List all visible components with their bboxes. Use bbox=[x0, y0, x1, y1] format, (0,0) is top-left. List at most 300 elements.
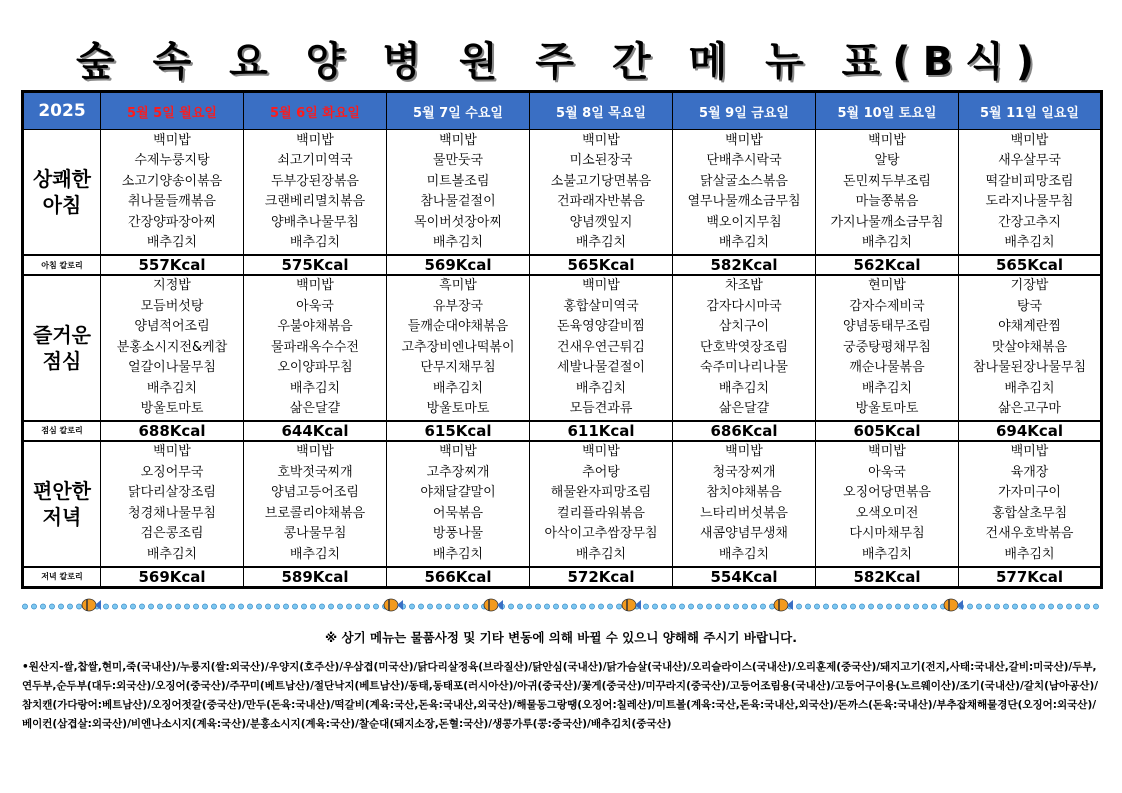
menu-item: 느타리버섯볶음 bbox=[700, 505, 788, 521]
calorie-value: 569Kcal bbox=[101, 567, 244, 588]
menu-item: 방풍나물 bbox=[432, 526, 484, 541]
day-header: 5월 7일 수요일 bbox=[387, 92, 530, 130]
menu-item: 홍합살초무침 bbox=[991, 505, 1068, 521]
menu-item: 양념적어조림 bbox=[134, 319, 210, 334]
calorie-label: 아침 칼로리 bbox=[23, 255, 101, 275]
menu-item: 취나물들깨볶음 bbox=[128, 194, 216, 209]
bubble-dot bbox=[337, 604, 342, 609]
menu-item: 참나물겉절이 bbox=[420, 194, 496, 209]
menu-item: 건새우연근튀김 bbox=[557, 339, 645, 355]
menu-item: 새콤양념무생채 bbox=[700, 526, 788, 541]
menu-item: 건파래자반볶음 bbox=[557, 194, 645, 209]
bubble-dot bbox=[877, 604, 882, 609]
menu-cell bbox=[816, 130, 959, 256]
menu-item: 배추김치 bbox=[861, 546, 913, 562]
bubble-dot bbox=[976, 604, 981, 609]
menu-item: 모듬버섯탕 bbox=[140, 298, 204, 314]
calorie-value: 688Kcal bbox=[101, 421, 244, 441]
menu-item: 삼치구이 bbox=[718, 319, 770, 334]
menu-item: 가자미구이 bbox=[998, 485, 1061, 500]
menu-cell bbox=[673, 130, 816, 256]
calorie-row bbox=[23, 567, 1102, 588]
bubble-dot bbox=[850, 604, 855, 609]
bubble-dot bbox=[1048, 604, 1053, 609]
menu-cell bbox=[244, 130, 387, 256]
menu-cell bbox=[101, 275, 244, 421]
menu-item: 간장양파장아찌 bbox=[128, 214, 216, 230]
calorie-value: 577Kcal bbox=[959, 567, 1102, 588]
menu-item: 백미밥 bbox=[296, 132, 334, 148]
menu-item: 방울토마토 bbox=[426, 401, 490, 416]
bubble-dot bbox=[220, 604, 225, 609]
bubble-dot bbox=[319, 604, 324, 609]
day-header: 5월 9일 금요일 bbox=[673, 92, 816, 130]
menu-item: 모듬견과류 bbox=[569, 401, 633, 416]
calorie-value: 694Kcal bbox=[959, 421, 1102, 441]
menu-item: 삶은달걀 bbox=[289, 401, 341, 416]
bubble-dot bbox=[967, 604, 972, 609]
menu-cell bbox=[959, 441, 1102, 567]
menu-item: 우불야채볶음 bbox=[277, 319, 353, 334]
bubble-dot bbox=[436, 604, 441, 609]
bubble-dot bbox=[31, 604, 36, 609]
meal-name-line: 편안한 bbox=[33, 478, 91, 503]
meal-row bbox=[23, 441, 1102, 567]
year-cell: 2025 bbox=[23, 92, 101, 130]
menu-item: 백미밥 bbox=[153, 444, 191, 459]
bubble-dot bbox=[535, 604, 540, 609]
menu-item: 컬리플라워볶음 bbox=[557, 505, 645, 521]
bubble-dot bbox=[805, 604, 810, 609]
menu-item: 물만둣국 bbox=[432, 153, 484, 168]
menu-item: 배추김치 bbox=[1004, 380, 1055, 396]
menu-item: 백미밥 bbox=[296, 278, 334, 293]
menu-item: 호박젓국찌개 bbox=[277, 464, 353, 480]
menu-item: 도라지나물무침 bbox=[985, 194, 1074, 209]
menu-item: 소불고기당면볶음 bbox=[550, 173, 652, 189]
bubble-dot bbox=[193, 604, 198, 609]
bubble-dot bbox=[544, 604, 549, 609]
fish-icon bbox=[82, 599, 101, 611]
menu-item: 방울토마토 bbox=[140, 401, 204, 416]
bubble-dot bbox=[256, 604, 261, 609]
bubble-dot bbox=[841, 604, 846, 609]
menu-item: 지정밥 bbox=[153, 278, 191, 293]
menu-item: 건새우호박볶음 bbox=[985, 526, 1074, 541]
menu-cell bbox=[816, 275, 959, 421]
menu-item: 단무지채무침 bbox=[420, 360, 496, 375]
menu-item: 단호박엿장조림 bbox=[700, 339, 788, 355]
menu-item: 미트볼조림 bbox=[426, 173, 490, 189]
bubble-dot bbox=[40, 604, 45, 609]
menu-item: 백미밥 bbox=[725, 444, 763, 459]
bubble-dot bbox=[904, 604, 909, 609]
bubble-dot bbox=[184, 604, 189, 609]
menu-item: 백미밥 bbox=[296, 444, 334, 459]
menu-item: 삶은달걀 bbox=[718, 401, 770, 416]
bubble-dot bbox=[742, 604, 747, 609]
menu-item: 차조밥 bbox=[725, 278, 763, 293]
menu-item: 오이양파무침 bbox=[277, 360, 353, 375]
menu-item: 검은콩조림 bbox=[140, 526, 204, 541]
bubble-dot bbox=[472, 604, 477, 609]
menu-item: 배추김치 bbox=[146, 235, 198, 250]
menu-item: 닭다리살장조림 bbox=[128, 485, 216, 500]
menu-item: 백미밥 bbox=[439, 132, 477, 148]
menu-item: 백미밥 bbox=[582, 132, 620, 148]
bubble-dot bbox=[1030, 604, 1035, 609]
bubble-dot bbox=[598, 604, 603, 609]
bubble-dot bbox=[760, 604, 765, 609]
menu-item: 쇠고기미역국 bbox=[277, 153, 353, 168]
menu-item: 마늘쫑볶음 bbox=[855, 194, 919, 209]
meal-name bbox=[23, 275, 101, 421]
menu-item: 브로콜리야채볶음 bbox=[264, 505, 366, 521]
bubble-dot bbox=[283, 604, 288, 609]
bubble-dot bbox=[670, 604, 675, 609]
bubble-dot bbox=[1057, 604, 1062, 609]
bubble-dot bbox=[454, 604, 459, 609]
bubble-dot bbox=[49, 604, 54, 609]
bubble-dot bbox=[724, 604, 729, 609]
bubble-dot bbox=[922, 604, 927, 609]
menu-item: 다시마채무침 bbox=[849, 526, 925, 541]
bubble-dot bbox=[103, 604, 108, 609]
menu-cell bbox=[530, 130, 673, 256]
menu-item: 배추김치 bbox=[1004, 235, 1055, 250]
menu-item: 양념고등어조림 bbox=[271, 485, 359, 500]
menu-item: 오징어당면볶음 bbox=[843, 485, 931, 500]
meal-name-line: 저녁 bbox=[42, 504, 82, 529]
bubble-dot bbox=[148, 604, 153, 609]
bubble-dot bbox=[517, 604, 522, 609]
menu-item: 수제누룽지탕 bbox=[134, 153, 210, 168]
menu-item: 맛살야채볶음 bbox=[991, 339, 1068, 355]
menu-item: 단배추시락국 bbox=[706, 153, 782, 168]
menu-item: 방울토마토 bbox=[855, 401, 919, 416]
menu-item: 양념동태무조림 bbox=[843, 319, 931, 334]
menu-item: 열무나물깨소금무침 bbox=[687, 194, 801, 209]
bubble-dot bbox=[580, 604, 585, 609]
menu-item: 홍합살미역국 bbox=[563, 298, 639, 314]
fish-icon bbox=[384, 599, 403, 611]
menu-cell bbox=[387, 441, 530, 567]
menu-item: 참나물된장나물무침 bbox=[972, 360, 1087, 375]
bubble-dot bbox=[1066, 604, 1071, 609]
menu-item: 두부강된장볶음 bbox=[271, 173, 359, 189]
menu-cell bbox=[244, 441, 387, 567]
menu-item: 감자수제비국 bbox=[849, 298, 925, 314]
bubble-dot bbox=[292, 604, 297, 609]
fish-icon bbox=[622, 599, 641, 611]
meal-name-line: 상쾌한 bbox=[33, 167, 91, 191]
menu-item: 배추김치 bbox=[575, 380, 627, 396]
bubble-dot bbox=[22, 604, 27, 609]
bubble-dot bbox=[121, 604, 126, 609]
menu-item: 야채달걀말이 bbox=[420, 485, 496, 500]
bubble-dot bbox=[886, 604, 891, 609]
calorie-value: 557Kcal bbox=[101, 255, 244, 275]
menu-item: 소고기양송이볶음 bbox=[121, 173, 223, 189]
menu-item: 기장밥 bbox=[1010, 278, 1049, 293]
bubble-dot bbox=[274, 604, 279, 609]
calorie-value: 615Kcal bbox=[387, 421, 530, 441]
calorie-value: 582Kcal bbox=[673, 255, 816, 275]
calorie-label: 저녁 칼로리 bbox=[23, 567, 101, 588]
bubble-dot bbox=[67, 604, 72, 609]
bubble-dot bbox=[265, 604, 270, 609]
menu-item: 미소된장국 bbox=[569, 153, 633, 168]
menu-item: 현미밥 bbox=[868, 278, 906, 293]
bubble-dot bbox=[373, 604, 378, 609]
menu-cell bbox=[816, 441, 959, 567]
menu-item: 고추장찌개 bbox=[426, 464, 490, 480]
menu-item: 콩나물무침 bbox=[283, 526, 347, 541]
menu-item: 아욱국 bbox=[296, 298, 334, 314]
bubble-dot bbox=[310, 604, 315, 609]
bubble-dot bbox=[211, 604, 216, 609]
menu-item: 목이버섯장아찌 bbox=[414, 214, 502, 230]
calorie-value: 569Kcal bbox=[387, 255, 530, 275]
menu-item: 가지나물깨소금무침 bbox=[830, 214, 944, 230]
menu-item: 배추김치 bbox=[146, 546, 198, 562]
menu-item: 배추김치 bbox=[861, 380, 913, 396]
menu-item: 숙주미나리나물 bbox=[700, 360, 788, 375]
menu-item: 양념깻잎지 bbox=[569, 214, 633, 230]
bubble-dot bbox=[58, 604, 63, 609]
menu-item: 간장고추지 bbox=[998, 214, 1061, 230]
menu-cell bbox=[387, 130, 530, 256]
menu-item: 얼갈이나물무침 bbox=[128, 360, 216, 375]
menu-item: 배추김치 bbox=[432, 546, 484, 562]
menu-item: 고추장비엔나떡볶이 bbox=[401, 339, 515, 355]
bubble-dot bbox=[607, 604, 612, 609]
menu-item: 양배추나물무침 bbox=[271, 214, 359, 230]
menu-item: 배추김치 bbox=[1004, 546, 1055, 562]
menu-item: 백미밥 bbox=[725, 132, 763, 148]
calorie-value: 554Kcal bbox=[673, 567, 816, 588]
menu-item: 닭살굴소스볶음 bbox=[700, 173, 788, 189]
menu-item: 들깨순대야채볶음 bbox=[407, 319, 509, 334]
bubble-dot bbox=[175, 604, 180, 609]
bubble-dot bbox=[1003, 604, 1008, 609]
weekly-menu-table bbox=[21, 90, 1103, 589]
calorie-value: 589Kcal bbox=[244, 567, 387, 588]
menu-item: 배추김치 bbox=[861, 235, 913, 250]
menu-item: 육개장 bbox=[1010, 464, 1049, 480]
menu-item: 해물완자피망조림 bbox=[550, 485, 652, 500]
bubble-dot bbox=[652, 604, 657, 609]
menu-item: 새우살무국 bbox=[998, 153, 1061, 168]
bubble-dot bbox=[1021, 604, 1026, 609]
bubble-dot bbox=[157, 604, 162, 609]
calorie-value: 605Kcal bbox=[816, 421, 959, 441]
menu-item: 아욱국 bbox=[868, 464, 906, 480]
menu-item: 백오이지무침 bbox=[706, 214, 782, 230]
calorie-row bbox=[23, 255, 1102, 275]
bubble-dot bbox=[508, 604, 513, 609]
menu-item: 야채계란찜 bbox=[998, 319, 1061, 334]
meal-row bbox=[23, 275, 1102, 421]
bubble-dot bbox=[418, 604, 423, 609]
menu-item: 아삭이고추쌈장무침 bbox=[544, 526, 658, 541]
bubble-dot bbox=[166, 604, 171, 609]
origin-info: •원산지-쌀,찹쌀,현미,죽(국내산)/누룽지(쌀:외국산)/우양지(호주산)/우삼겹(미국산)/닭다리살정육(브라질산)/닭안심(국내산)/닭가슴살(국내산)/오리슬라이스(국내산)/오리훈제(중국산)/돼지고기(전지,사태:국내산,갈비:미국산)/두부,연두부,순두부(대두:외국산)/오징어(중국산)/주꾸미(베트남산)/절단낙지(베트남산)/동태,동태포(러시아산)/아귀(중국산)/꽃게(중국산)/미꾸라지(중국산)/고등어조림용(국내산)/고등어구이용(노르웨이산)/조기(국내산)/갈치(남아공산)/참치캔(가다랑어:베트남산)/오징어젓갈(중국산)/만두(돈육:국내산)/떡갈비(계육:국산,돈육:국내산,외국산)/해물동그랑땡(오징어:칠레산)/미트볼(계육:국산,돈육:국내산,외국산)/돈까스(돈육:국내산)/부추잡채해물경단(오징어:외국산)/베이컨(삼겹살:외국산)/비엔나소시지(계육:국산)/분홍소시지(계육:국산)/찰순대(돼지소장,돈혈:국산)/생콩가루(콩:중국산)/배추김치(중국산) bbox=[22, 661, 1099, 730]
bubble-dot bbox=[202, 604, 207, 609]
bubble-dot bbox=[76, 604, 81, 609]
menu-item: 백미밥 bbox=[1010, 444, 1049, 459]
menu-item: 청국장찌개 bbox=[712, 464, 776, 480]
calorie-value: 565Kcal bbox=[530, 255, 673, 275]
bubble-dot bbox=[688, 604, 693, 609]
bubble-dot bbox=[112, 604, 117, 609]
menu-cell bbox=[673, 275, 816, 421]
menu-item: 감자다시마국 bbox=[706, 298, 782, 314]
menu-item: 오색오미전 bbox=[855, 505, 919, 521]
menu-item: 배추김치 bbox=[718, 235, 770, 250]
menu-item: 백미밥 bbox=[868, 132, 906, 148]
menu-cell bbox=[530, 441, 673, 567]
bubble-dot bbox=[1084, 604, 1089, 609]
bubble-dot bbox=[463, 604, 468, 609]
menu-item: 백미밥 bbox=[582, 444, 620, 459]
menu-item: 배추김치 bbox=[289, 546, 341, 562]
menu-cell bbox=[101, 130, 244, 256]
calorie-value: 572Kcal bbox=[530, 567, 673, 588]
menu-item: 돈민찌두부조림 bbox=[843, 173, 931, 189]
menu-item: 유부장국 bbox=[432, 298, 484, 314]
menu-cell bbox=[387, 275, 530, 421]
bubble-dot bbox=[832, 604, 837, 609]
day-header: 5월 11일 일요일 bbox=[959, 92, 1102, 130]
bubble-dot bbox=[553, 604, 558, 609]
menu-item: 백미밥 bbox=[868, 444, 906, 459]
menu-item: 물파래옥수수전 bbox=[271, 339, 359, 355]
bubble-dot bbox=[895, 604, 900, 609]
menu-cell bbox=[959, 275, 1102, 421]
menu-item: 배추김치 bbox=[289, 235, 341, 250]
bubble-dot bbox=[1012, 604, 1017, 609]
menu-cell bbox=[101, 441, 244, 567]
bubble-dot bbox=[427, 604, 432, 609]
calorie-value: 644Kcal bbox=[244, 421, 387, 441]
menu-item: 깨순나물볶음 bbox=[849, 360, 925, 375]
menu-item: 흑미밥 bbox=[439, 278, 477, 293]
bubble-dot bbox=[139, 604, 144, 609]
bubble-dot bbox=[733, 604, 738, 609]
bubble-dot bbox=[571, 604, 576, 609]
bubble-dot bbox=[751, 604, 756, 609]
bubble-dot bbox=[796, 604, 801, 609]
menu-cell bbox=[244, 275, 387, 421]
bubble-dot bbox=[661, 604, 666, 609]
bubble-dot bbox=[1039, 604, 1044, 609]
menu-item: 참치야채볶음 bbox=[706, 485, 782, 500]
bubble-dot bbox=[247, 604, 252, 609]
day-header: 5월 6일 화요일 bbox=[244, 92, 387, 130]
bubble-dot bbox=[1093, 604, 1098, 609]
menu-item: 배추김치 bbox=[432, 235, 484, 250]
meal-name-line: 즐거운 bbox=[33, 322, 91, 347]
menu-item: 배추김치 bbox=[575, 546, 627, 562]
bubble-dot bbox=[697, 604, 702, 609]
meal-name-line: 아침 bbox=[42, 193, 82, 217]
bubble-dot bbox=[706, 604, 711, 609]
bubble-dot bbox=[562, 604, 567, 609]
menu-item: 분홍소시지전&케찹 bbox=[116, 339, 228, 355]
bubble-dot bbox=[643, 604, 648, 609]
calorie-value: 565Kcal bbox=[959, 255, 1102, 275]
calorie-row bbox=[23, 421, 1102, 441]
bubble-dot bbox=[913, 604, 918, 609]
bubble-dot bbox=[130, 604, 135, 609]
bubble-dot bbox=[823, 604, 828, 609]
menu-item: 청경채나물무침 bbox=[128, 505, 216, 521]
menu-item: 백미밥 bbox=[582, 278, 620, 293]
calorie-value: 611Kcal bbox=[530, 421, 673, 441]
menu-item: 오징어무국 bbox=[140, 464, 204, 480]
day-header: 5월 8일 목요일 bbox=[530, 92, 673, 130]
calorie-value: 582Kcal bbox=[816, 567, 959, 588]
menu-item: 배추김치 bbox=[718, 546, 770, 562]
bubble-dot bbox=[616, 604, 621, 609]
menu-item: 백미밥 bbox=[1010, 132, 1049, 148]
menu-item: 크랜베리멸치볶음 bbox=[264, 194, 366, 209]
bubble-dot bbox=[301, 604, 306, 609]
meal-name bbox=[23, 130, 101, 256]
bubble-dot bbox=[868, 604, 873, 609]
menu-item: 궁중탕평채무침 bbox=[843, 339, 931, 355]
bubble-dot bbox=[526, 604, 531, 609]
calorie-value: 562Kcal bbox=[816, 255, 959, 275]
notice-text: ※ 상기 메뉴는 물품사정 및 기타 변동에 의해 바뀔 수 있으니 양해해 주시기 바랍니다. bbox=[325, 630, 797, 645]
menu-item: 떡갈비피망조림 bbox=[985, 173, 1074, 189]
bubble-dot bbox=[859, 604, 864, 609]
bubble-dot bbox=[715, 604, 720, 609]
menu-item: 배추김치 bbox=[146, 380, 198, 396]
calorie-value: 566Kcal bbox=[387, 567, 530, 588]
day-header: 5월 10일 토요일 bbox=[816, 92, 959, 130]
menu-cell bbox=[530, 275, 673, 421]
menu-item: 백미밥 bbox=[439, 444, 477, 459]
bubble-dot bbox=[994, 604, 999, 609]
day-header: 5월 5일 월요일 bbox=[101, 92, 244, 130]
menu-item: 배추김치 bbox=[718, 380, 770, 396]
menu-item: 돈육영양갈비찜 bbox=[557, 319, 645, 334]
meal-name-line: 점심 bbox=[42, 348, 82, 373]
menu-cell bbox=[673, 441, 816, 567]
menu-item: 삶은고구마 bbox=[998, 401, 1061, 416]
fish-bubble-divider bbox=[21, 598, 1102, 612]
meal-name bbox=[23, 441, 101, 567]
bubble-dot bbox=[238, 604, 243, 609]
menu-item: 백미밥 bbox=[153, 132, 191, 148]
bubble-dot bbox=[679, 604, 684, 609]
header-row bbox=[23, 92, 1102, 130]
bubble-dot bbox=[364, 604, 369, 609]
bubble-dot bbox=[589, 604, 594, 609]
bubble-dot bbox=[931, 604, 936, 609]
page-title: 숲 속 요 양 병 원 주 간 메 뉴 표(B식) bbox=[76, 39, 1046, 85]
menu-item: 세발나물겉절이 bbox=[557, 360, 645, 375]
bubble-dot bbox=[445, 604, 450, 609]
calorie-label: 점심 칼로리 bbox=[23, 421, 101, 441]
menu-item: 알탕 bbox=[874, 153, 900, 168]
bubble-dot bbox=[328, 604, 333, 609]
menu-item: 배추김치 bbox=[432, 380, 484, 396]
bubble-dot bbox=[1075, 604, 1080, 609]
menu-item: 배추김치 bbox=[575, 235, 627, 250]
